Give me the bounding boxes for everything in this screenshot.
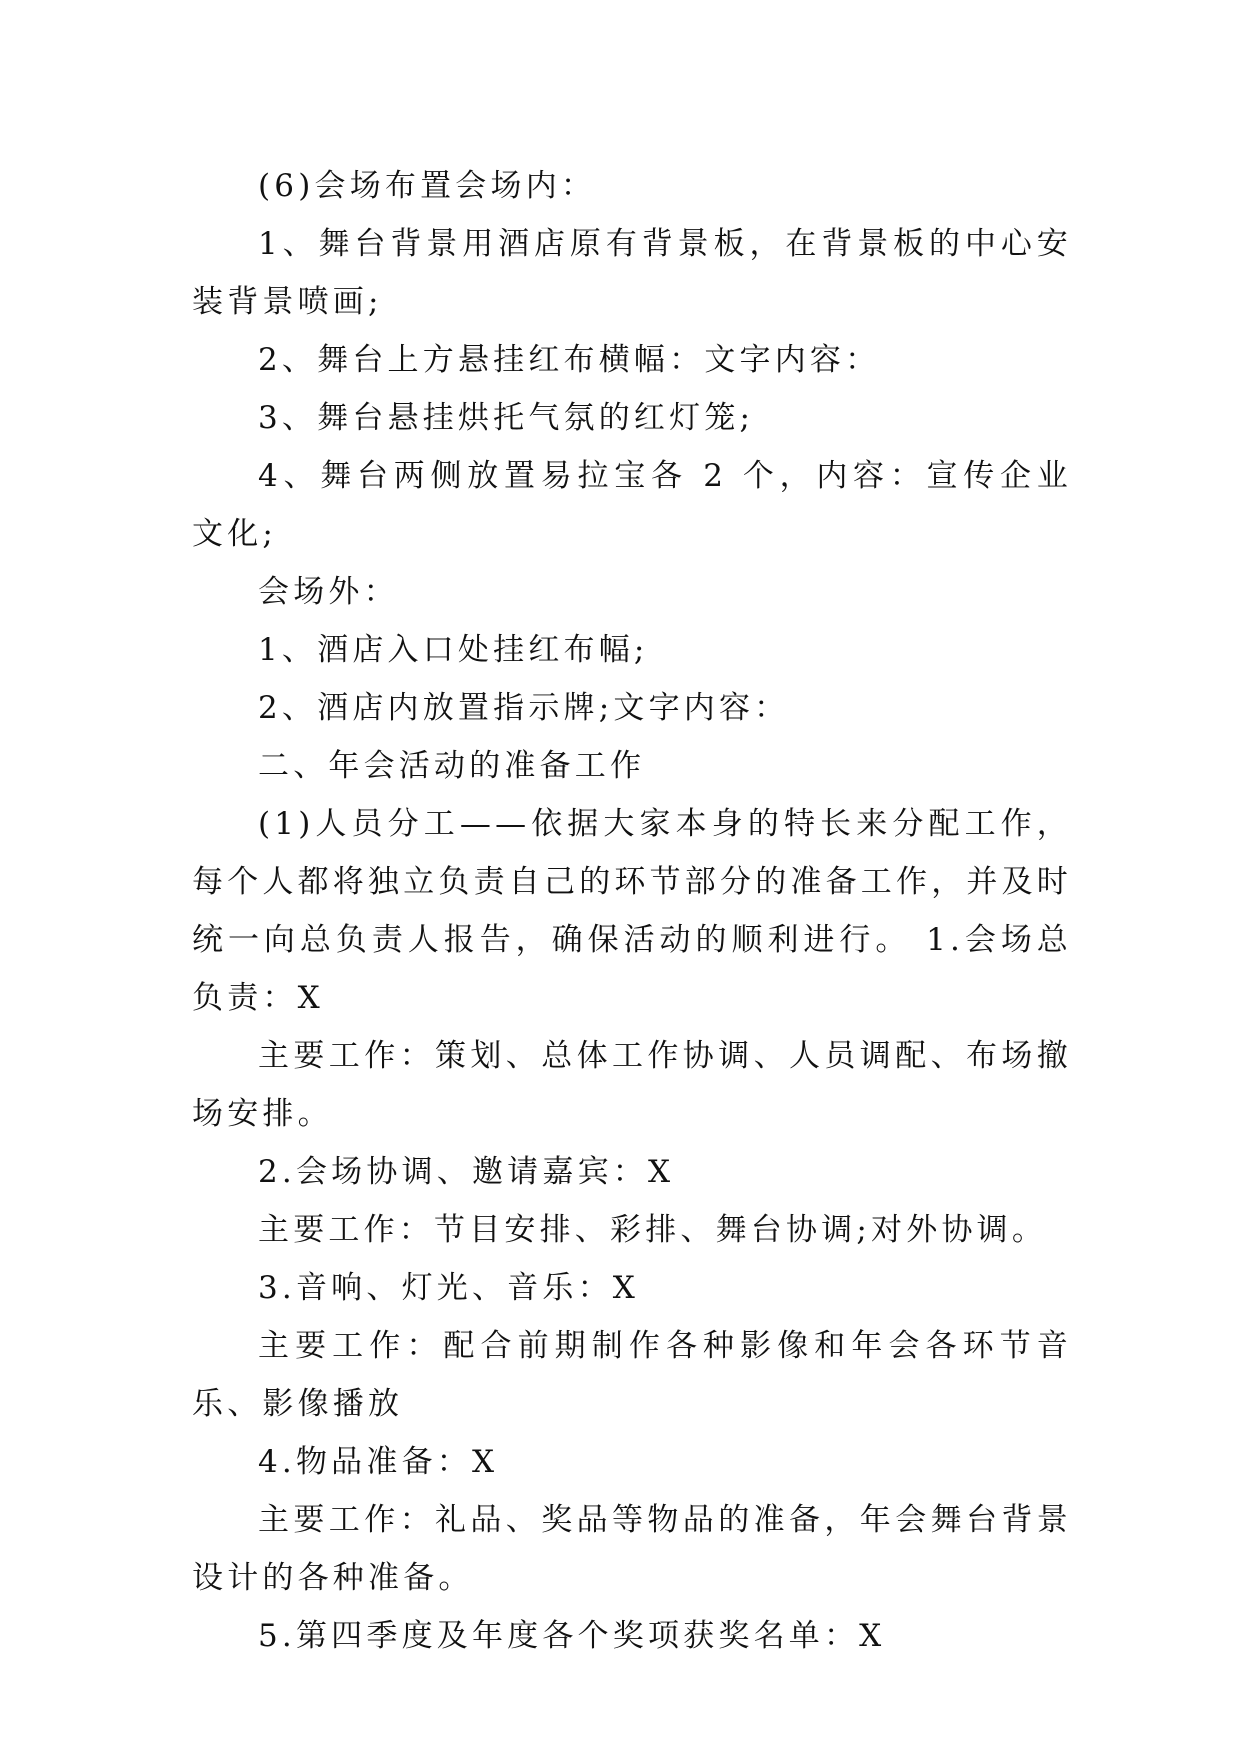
paragraph-stage-background: 1、舞台背景用酒店原有背景板，在背景板的中心安装背景喷画; — [192, 226, 1072, 320]
paragraph-stage-lanterns: 3、舞台悬挂烘托气氛的红灯笼; — [258, 400, 755, 436]
paragraph-role-4-title: 4.物品准备：X — [258, 1444, 499, 1480]
paragraph-staff-division: (1)人员分工——依据大家本身的特长来分配工作，每个人都将独立负责自己的环节部分的准备工作，并及时统一向总负责人报告，确保活动的顺利进行。 1.会场总负责：X — [192, 806, 1072, 1016]
paragraph-roll-up-banners: 4、舞台两侧放置易拉宝各 2 个，内容：宣传企业文化; — [192, 458, 1072, 552]
paragraph-stage-banner: 2、舞台上方悬挂红布横幅：文字内容： — [258, 342, 881, 378]
paragraph-role-3-duties: 主要工作：配合前期制作各种影像和年会各环节音乐、影像播放 — [192, 1328, 1072, 1422]
paragraph-role-1-duties: 主要工作：策划、总体工作协调、人员调配、布场撤场安排。 — [192, 1038, 1072, 1132]
paragraph-signage: 2、酒店内放置指示牌;文字内容： — [258, 690, 790, 726]
paragraph-role-5-title: 5.第四季度及年度各个奖项获奖名单：X — [258, 1618, 886, 1654]
paragraph-role-3-title: 3.音响、灯光、音乐：X — [258, 1270, 640, 1306]
paragraph-role-2-duties: 主要工作：节目安排、彩排、舞台协调;对外协调。 — [258, 1212, 1048, 1248]
section-heading-preparation: 二、年会活动的准备工作 — [258, 748, 646, 784]
paragraph-role-4-duties: 主要工作：礼品、奖品等物品的准备，年会舞台背景设计的各种准备。 — [192, 1502, 1072, 1596]
paragraph-role-2-title: 2.会场协调、邀请嘉宾：X — [258, 1154, 675, 1190]
paragraph-venue-layout-heading: (6)会场布置会场内： — [258, 168, 597, 204]
paragraph-entrance-banner: 1、酒店入口处挂红布幅; — [258, 632, 649, 668]
document-body — [192, 157, 1072, 1665]
paragraph-outside-venue-heading: 会场外： — [258, 574, 399, 610]
